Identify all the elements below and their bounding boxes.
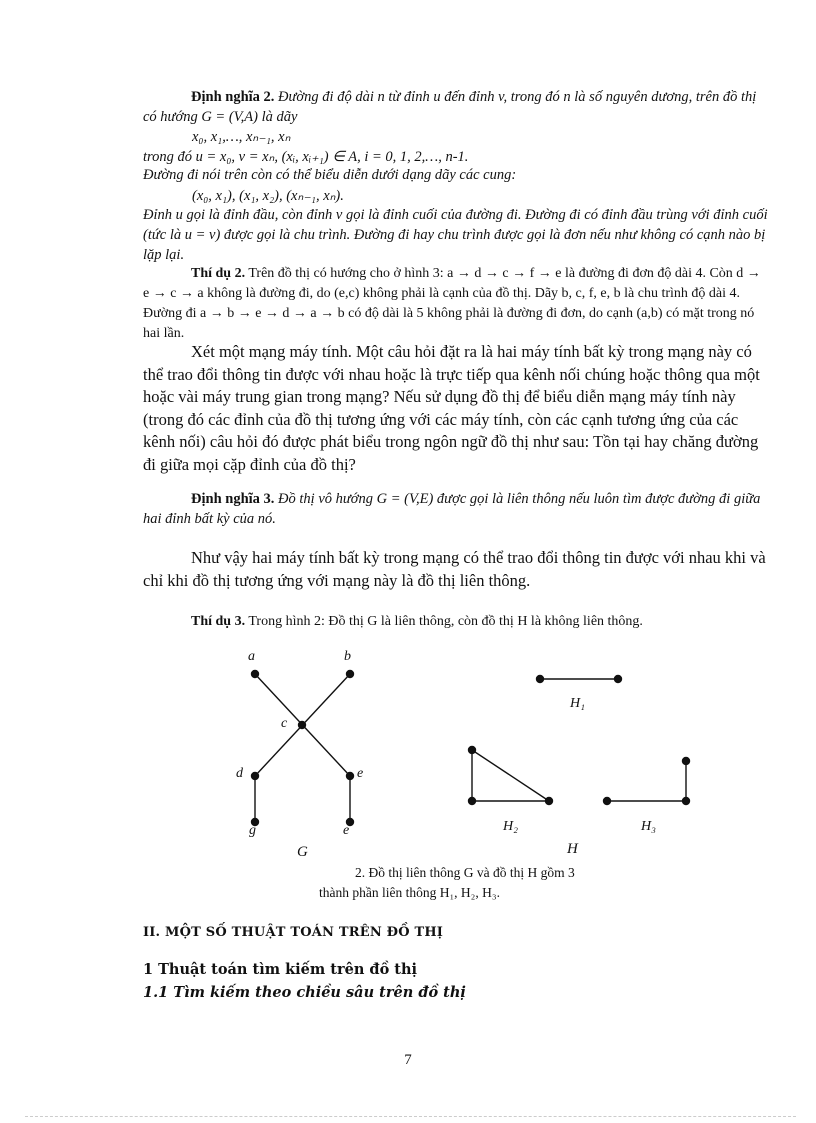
definition-2-arcs: (x₀, x₁), (x₁, x₂), (xₙ₋₁, xₙ). xyxy=(192,188,344,204)
vertex-c xyxy=(299,722,306,729)
figure-caption-line2: thành phần liên thông H₁, H₂, H₃. xyxy=(319,885,500,900)
page-bottom-divider xyxy=(25,1116,796,1117)
example-3 xyxy=(143,612,768,632)
label-c: c xyxy=(281,716,288,731)
label-H2: H₂ xyxy=(503,819,518,834)
figure-caption xyxy=(295,863,625,903)
label-H: H xyxy=(567,841,578,857)
graph-h3 xyxy=(604,758,690,805)
example-3-title: Thí dụ 3. xyxy=(191,614,246,629)
vertex-a xyxy=(252,671,259,678)
example-2-text: Trên đồ thị có hướng cho ở hình 3: a → d → c → f → e là đường đi đơn độ dài 4. Còn d → e → c → a không là đường đi, do (e,c) không phải là cạnh của đồ thị. Dãy b, c, f, e, b là chu trình độ dài 4. Đường đi a → b → e → d → a → b có độ dài là 5 không phải là đường đi đơn, do cạnh (a,b) có mặt trong nó hai lần. xyxy=(143,266,761,341)
example-3-text: Trong hình 2: Đồ thị G là liên thông, còn đồ thị H là không liên thông. xyxy=(245,614,643,629)
label-G: G xyxy=(297,844,308,860)
subsubsection-heading: 1.1 Tìm kiếm theo chiều sâu trên đồ thị xyxy=(143,984,466,1001)
section-heading: II. MỘT SỐ THUẬT TOÁN TRÊN ĐỒ THỊ xyxy=(143,925,444,940)
paragraph-connected: Như vậy hai máy tính bất kỳ trong mạng có thể trao đổi thông tin được với nhau khi và chỉ khi đồ thị tương ứng với mạng này là đồ thị liên thông. xyxy=(143,548,766,590)
graph-h2 xyxy=(469,747,553,805)
page-number: 7 xyxy=(404,1052,412,1068)
paragraph-network: Xét một mạng máy tính. Một câu hỏi đặt ra là hai máy tính bất kỳ trong mạng này có thể trao đổi thông tin được với nhau hoặc là trực tiếp qua kênh nối chúng hoặc thông qua một hoặc vài máy trung gian trong mạng? Nếu sử dụng đồ thị để biểu diễn mạng máy tính này (trong đó các đỉnh của đồ thị tương ứng với các máy tính, còn các cạnh tương ứng của các kênh nối) câu hỏi đó được phát biểu trong ngôn ngữ đồ thị như sau: Tồn tại hay chăng đường đi giữa mọi cặp đỉnh của đồ thị? xyxy=(143,342,760,474)
example-2 xyxy=(143,264,768,344)
definition-2-where: trong đó u = x₀, v = xₙ, (xᵢ, xᵢ₊₁) ∈ A, i = 0, 1, 2,…, n-1. xyxy=(143,149,469,165)
definition-2-end: Đỉnh u gọi là đỉnh đầu, còn đỉnh v gọi là đỉnh cuối của đường đi. Đường đi có đỉnh đầu trùng với đỉnh cuối (tức là u = v) được gọi là chu trình. Đường đi hay chu trình được gọi là đơn nếu như không có cạnh nào bị lặp lại. xyxy=(143,207,768,263)
vertex-d xyxy=(252,773,259,780)
definition-3-text: Đồ thị vô hướng G = (V,E) được gọi là liên thông nếu luôn tìm được đường đi giữa hai đỉnh bất kỳ của nó. xyxy=(143,491,761,527)
definition-2-sequence: x₀, x₁,…, xₙ₋₁, xₙ xyxy=(192,129,291,145)
vertex-e xyxy=(347,773,354,780)
vertex-b xyxy=(347,671,354,678)
graph-h1 xyxy=(537,676,622,683)
definition-3 xyxy=(143,489,768,529)
subsection-heading: 1 Thuật toán tìm kiếm trên đồ thị xyxy=(143,961,418,978)
definition-3-title: Định nghĩa 3. xyxy=(191,491,275,507)
figure-caption-line1: 2. Đồ thị liên thông G và đồ thị H gồm 3 xyxy=(355,865,575,880)
label-b: b xyxy=(344,649,351,664)
label-H3: H₃ xyxy=(641,819,656,834)
definition-2 xyxy=(143,87,768,127)
graph-g xyxy=(252,671,354,826)
label-a: a xyxy=(248,649,255,664)
definition-2-also: Đường đi nói trên còn có thể biểu diễn dưới dạng dãy các cung: xyxy=(143,167,517,183)
label-e2: e xyxy=(343,823,350,838)
example-2-title: Thí dụ 2. xyxy=(191,266,246,281)
label-e: e xyxy=(357,766,364,781)
label-H1: H₁ xyxy=(570,696,585,711)
label-d: d xyxy=(236,766,243,781)
label-g: g xyxy=(249,823,256,838)
definition-2-title: Định nghĩa 2. xyxy=(191,89,275,105)
definition-2-text: Đường đi độ dài n từ đỉnh u đến đỉnh v, trong đó n là số nguyên dương, trên đồ thị có hướng G = (V,A) là dãy xyxy=(143,89,757,125)
